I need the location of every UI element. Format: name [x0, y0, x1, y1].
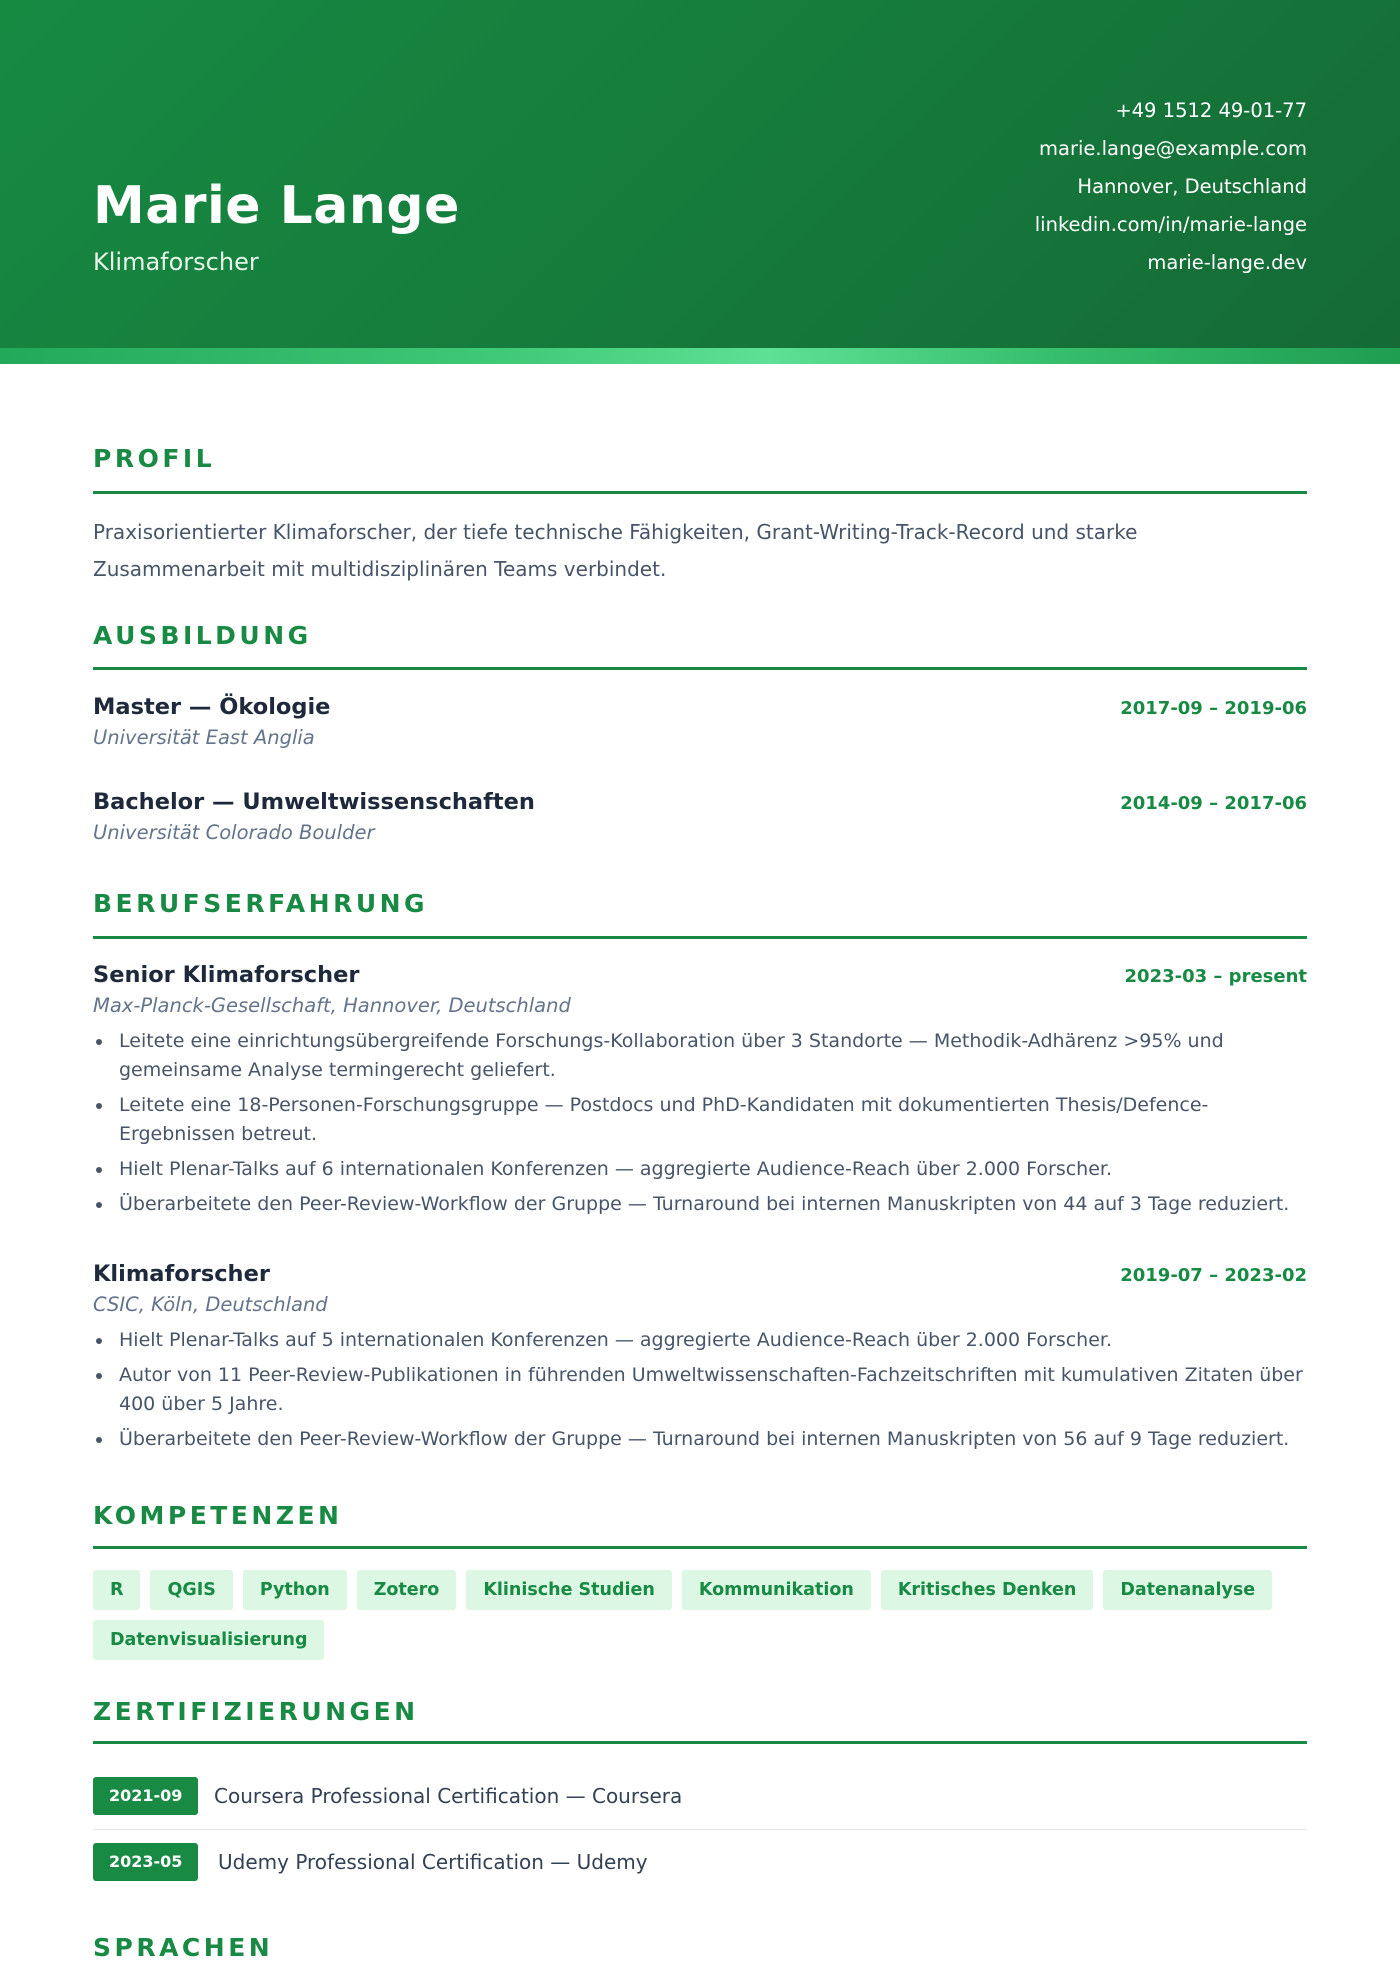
certification-row	[93, 1843, 1307, 1905]
list-item: Autor von 11 Peer-Review-Publikationen in führenden Umweltwissenschaften-Fachzeitschriften mit kumulativen Zitaten über 400 über 5 Jahre.	[93, 1361, 1307, 1419]
section-title-education: AUSBILDUNG	[93, 621, 312, 650]
experience-bullets	[93, 1027, 1307, 1219]
skill-tag: Python	[243, 1570, 347, 1610]
section-rule	[93, 936, 1307, 939]
skills-list	[93, 1570, 1307, 1660]
education-degree: Master — Ökologie	[93, 694, 331, 720]
list-item: Überarbeitete den Peer-Review-Workflow der Gruppe — Turnaround bei internen Manuskripten von 56 auf 9 Tage reduziert.	[93, 1425, 1307, 1454]
experience-entry	[93, 962, 1307, 1225]
education-school: Universität Colorado Boulder	[93, 821, 375, 844]
contact-list	[787, 96, 1307, 286]
contact-email[interactable]: marie.lange@example.com	[1039, 137, 1307, 160]
section-rule	[93, 491, 1307, 494]
section-rule	[93, 1546, 1307, 1549]
certification-date-badge: 2021-09	[93, 1777, 198, 1815]
certification-text: Coursera Professional Certification — Coursera	[214, 1784, 683, 1808]
education-entry	[93, 789, 1307, 844]
experience-role: Senior Klimaforscher	[93, 962, 360, 988]
skill-tag: Klinische Studien	[466, 1570, 672, 1610]
skill-tag: Kritisches Denken	[881, 1570, 1094, 1610]
experience-dates: 2019-07 – 2023-02	[1120, 1265, 1307, 1286]
section-title-experience: BERUFSERFAHRUNG	[93, 889, 429, 918]
list-item: Hielt Plenar-Talks auf 5 internationalen Konferenzen — aggregierte Audience-Reach über 2.000 Forscher.	[93, 1326, 1307, 1355]
resume-header	[0, 0, 1400, 364]
experience-organization: Max-Planck-Gesellschaft, Hannover, Deutschland	[93, 994, 571, 1017]
profile-summary: Praxisorientierter Klimaforscher, der tiefe technische Fähigkeiten, Grant-Writing-Track-Record und starke Zusammenarbeit mit multidisziplinären Teams verbindet.	[93, 520, 1138, 581]
contact-phone: +49 1512 49-01-77	[1115, 99, 1307, 122]
candidate-title: Klimaforscher	[93, 248, 259, 276]
education-degree: Bachelor — Umweltwissenschaften	[93, 789, 535, 815]
list-item: Leitete eine 18-Personen-Forschungsgruppe — Postdocs und PhD-Kandidaten mit dokumentierten Thesis/Defence-Ergebnissen betreut.	[93, 1091, 1307, 1149]
list-item: Hielt Plenar-Talks auf 6 internationalen Konferenzen — aggregierte Audience-Reach über 2.000 Forscher.	[93, 1155, 1307, 1184]
skill-tag: R	[93, 1570, 140, 1610]
certification-text: Udemy Professional Certification — Udemy	[218, 1850, 648, 1874]
contact-website[interactable]: marie-lange.dev	[1147, 251, 1307, 274]
section-title-certifications: ZERTIFIZIERUNGEN	[93, 1697, 419, 1726]
experience-dates: 2023-03 – present	[1124, 966, 1307, 987]
experience-role: Klimaforscher	[93, 1261, 270, 1287]
section-title-profile: PROFIL	[93, 444, 216, 473]
skill-tag: Kommunikation	[682, 1570, 871, 1610]
education-school: Universität East Anglia	[93, 726, 315, 749]
skill-tag: QGIS	[150, 1570, 232, 1610]
experience-bullets	[93, 1326, 1307, 1454]
header-accent-strip	[0, 348, 1400, 364]
contact-location: Hannover, Deutschland	[1077, 175, 1307, 198]
experience-entry	[93, 1261, 1307, 1460]
candidate-name: Marie Lange	[93, 176, 460, 236]
contact-linkedin[interactable]: linkedin.com/in/marie-lange	[1034, 213, 1307, 236]
skill-tag: Datenanalyse	[1103, 1570, 1272, 1610]
experience-organization: CSIC, Köln, Deutschland	[93, 1293, 328, 1316]
education-dates: 2014-09 – 2017-06	[1120, 793, 1307, 814]
section-title-skills: KOMPETENZEN	[93, 1501, 343, 1530]
section-title-languages: SPRACHEN	[93, 1933, 274, 1962]
skill-tag: Zotero	[357, 1570, 457, 1610]
list-item: Leitete eine einrichtungsübergreifende Forschungs-Kollaboration über 3 Standorte — Methodik-Adhärenz >95% und gemeinsame Analyse termingerecht geliefert.	[93, 1027, 1307, 1085]
divider	[93, 1829, 1307, 1830]
section-rule	[93, 1741, 1307, 1744]
education-entry	[93, 694, 1307, 749]
section-rule	[93, 667, 1307, 670]
list-item: Überarbeitete den Peer-Review-Workflow der Gruppe — Turnaround bei internen Manuskripten von 44 auf 3 Tage reduziert.	[93, 1190, 1307, 1219]
certification-date-badge: 2023-05	[93, 1843, 198, 1881]
education-dates: 2017-09 – 2019-06	[1120, 698, 1307, 719]
skill-tag: Datenvisualisierung	[93, 1620, 324, 1660]
